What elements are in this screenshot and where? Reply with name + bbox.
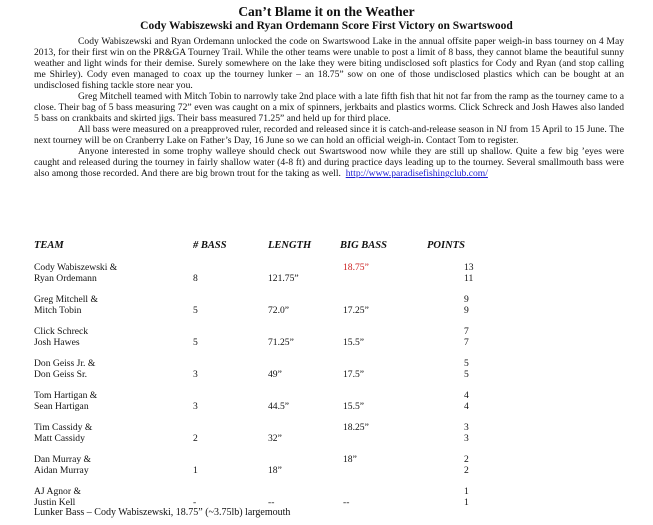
cell-big2: 15.5”	[343, 401, 365, 412]
cell-p2: 9	[464, 305, 469, 316]
cell-b: Justin Kell	[34, 497, 76, 508]
paragraph-4	[34, 146, 624, 179]
cell-length: 49”	[268, 369, 282, 380]
cell-p2: 2	[464, 465, 469, 476]
cell-bass: 5	[193, 337, 198, 348]
cell-p2: 1	[464, 497, 469, 508]
cell-big2: 15.5”	[343, 337, 365, 348]
cell-length: 121.75”	[268, 273, 299, 284]
cell-a: Don Geiss Jr. &	[34, 358, 96, 369]
cell-big1: 18.25”	[343, 422, 369, 433]
article-subtitle: Cody Wabiszewski and Ryan Ordemann Score First Victory on Swartswood	[140, 20, 513, 32]
cell-bass: 8	[193, 273, 198, 284]
cell-b: Mitch Tobin	[34, 305, 82, 316]
header-bass: # BASS	[193, 240, 227, 251]
cell-bass: 1	[193, 465, 198, 476]
header-length: LENGTH	[268, 240, 312, 251]
cell-p2: 4	[464, 401, 469, 412]
cell-b: Ryan Ordemann	[34, 273, 97, 284]
cell-a: AJ Agnor &	[34, 486, 81, 497]
cell-b: Don Geiss Sr.	[34, 369, 88, 380]
cell-b: Aidan Murray	[34, 465, 89, 476]
header-team: TEAM	[34, 240, 64, 251]
cell-bass: -	[193, 497, 197, 508]
cell-big2: 17.5”	[343, 369, 365, 380]
cell-length: --	[268, 497, 275, 508]
cell-length: 44.5”	[268, 401, 290, 412]
paragraph-3: All bass were measured on a preapproved ruler, recorded and released since it is catch-and-release season in NJ from 15 April to 15 June. The next tourney will be on Cranberry Lake on Father’s Day, 16 June so we can hold an official weigh-in. Contact Tom to register.	[34, 124, 624, 146]
header-big-bass: BIG BASS	[340, 240, 387, 251]
cell-p1: 9	[464, 294, 469, 305]
cell-length: 71.25”	[268, 337, 294, 348]
cell-p1: 3	[464, 422, 469, 433]
article-title: Can’t Blame it on the Weather	[238, 4, 415, 19]
cell-length: 32”	[268, 433, 282, 444]
cell-p2: 3	[464, 433, 469, 444]
cell-p1: 2	[464, 454, 469, 465]
cell-bass: 3	[193, 369, 198, 380]
cell-a: Dan Murray &	[34, 454, 92, 465]
cell-big2: 17.25”	[343, 305, 369, 316]
cell-p1: 1	[464, 486, 469, 497]
cell-length: 72.0”	[268, 305, 290, 316]
cell-a: Greg Mitchell &	[34, 294, 98, 305]
article-body	[34, 36, 624, 179]
cell-b: Matt Cassidy	[34, 433, 85, 444]
cell-p1: 5	[464, 358, 469, 369]
cell-big1: 18”	[343, 454, 357, 465]
lunker-footer: Lunker Bass – Cody Wabiszewski, 18.75” (~3.75lb) largemouth	[34, 507, 291, 518]
cell-big2: --	[343, 497, 350, 508]
cell-a: Cody Wabiszewski &	[34, 262, 118, 273]
cell-b: Sean Hartigan	[34, 401, 89, 412]
paragraph-2: Greg Mitchell teamed with Mitch Tobin to narrowly take 2nd place with a late fifth fish that hit not far from the ramp as the tourney came to a close. Their bag of 5 bass measuring 72” even was caught on a mix of spinners, jerkbaits and plastics worms. Click Schreck and Josh Hawes also landed 5 bass on crankbaits and skirted jigs. Their bass measured 71.25” and held up for third place.	[34, 91, 624, 124]
cell-a: Tom Hartigan &	[34, 390, 98, 401]
cell-bass: 2	[193, 433, 198, 444]
cell-p1: 7	[464, 326, 469, 337]
cell-p1: 4	[464, 390, 469, 401]
cell-bass: 5	[193, 305, 198, 316]
header-points: POINTS	[427, 240, 465, 251]
cell-big1: 18.75”	[343, 262, 369, 273]
cell-b: Josh Hawes	[34, 337, 80, 348]
cell-bass: 3	[193, 401, 198, 412]
cell-p2: 11	[464, 273, 474, 284]
paragraph-1: Cody Wabiszewski and Ryan Ordemann unlocked the code on Swartswood Lake in the annual offsite paper weigh-in bass tourney on 4 May 2013, for their first win on the PR&GA Tourney Trail. While the other teams were unable to post a limit of 8 bass, they cannot blame the beautiful sunny weather and light winds for their demise. Surely somewhere on the lake they were biting undisclosed soft plastics for Cody and Ryan (and stop calling me Shirley). Cody even managed to coax up the tourney lunker – an 18.75” sow on one of those undisclosed plastics which can be bought at an undisclosed fishing tackle store near you.	[34, 36, 624, 91]
cell-p1: 13	[464, 262, 474, 273]
paragraph-4-text: Anyone interested in some trophy walleye should check out Swartswood now while they are still up shallow. Quite a few big ’eyes were caught and released during the tourney in fairly shallow water (4-8 ft) and during practice days leading up to the tourney. Several smallmouth bass were also among those recorded. And there are big brown trout for the taking as well.	[34, 146, 624, 179]
cell-a: Tim Cassidy &	[34, 422, 93, 433]
cell-a: Click Schreck	[34, 326, 89, 337]
cell-p2: 5	[464, 369, 469, 380]
cell-length: 18”	[268, 465, 282, 476]
club-link[interactable]: http://www.paradisefishingclub.com/	[345, 168, 488, 179]
cell-p2: 7	[464, 337, 469, 348]
